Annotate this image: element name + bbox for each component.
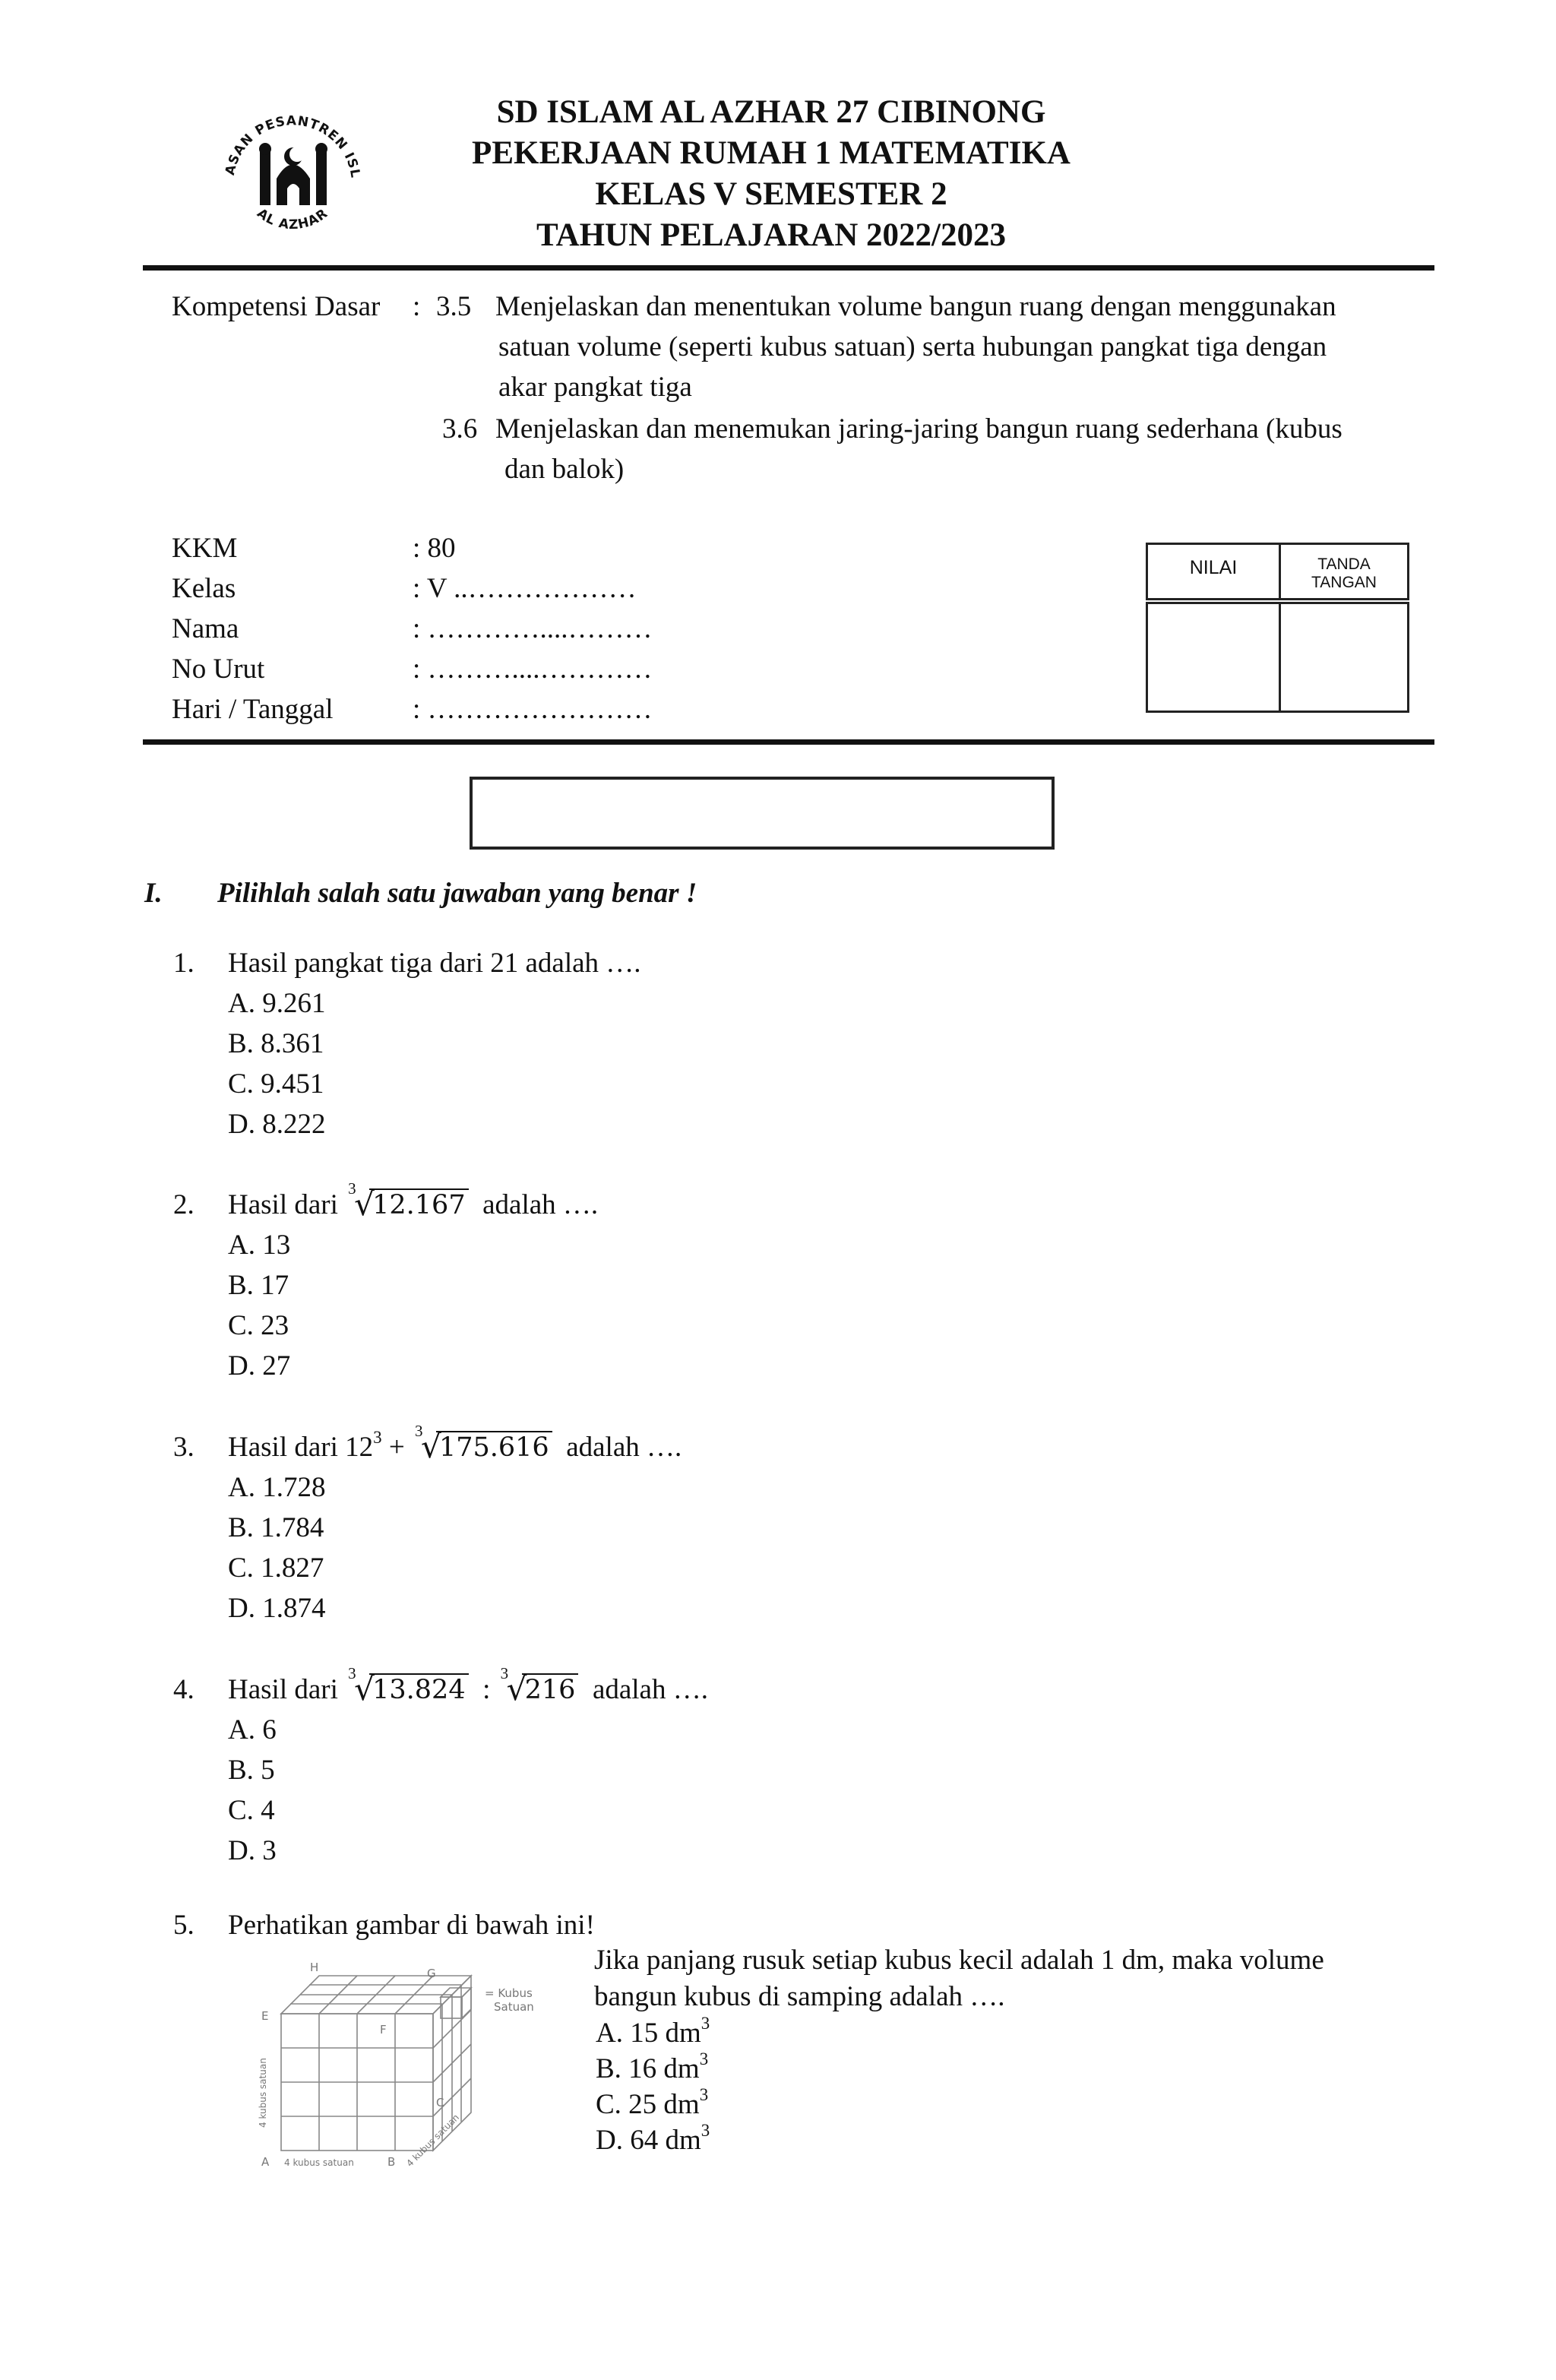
option-exponent: 3: [699, 2085, 709, 2105]
option-a[interactable]: A. 1.728: [228, 1472, 326, 1503]
option-d[interactable]: D. 1.874: [228, 1593, 326, 1624]
root-index: 3: [500, 1664, 509, 1682]
question-description-line1: Jika panjang rusuk setiap kubus kecil adalah 1 dm, maka volume: [594, 1945, 1324, 1976]
right-side-label: 4 kubus satuan: [404, 2112, 462, 2170]
info-divider: [143, 739, 1434, 745]
question-number: 5.: [173, 1910, 194, 1941]
kd1-number: 3.5: [436, 291, 472, 322]
question-number: 3.: [173, 1432, 194, 1463]
legend-line2: Satuan: [494, 2000, 534, 2014]
section-instruction: Pilihlah salah satu jawaban yang benar !: [217, 878, 697, 909]
hari-tanggal-field[interactable]: : ……………………: [413, 694, 653, 725]
option-c[interactable]: C. 23: [228, 1310, 289, 1341]
section-roman: I.: [144, 878, 163, 909]
option-c[interactable]: [596, 2085, 709, 2122]
option-exponent: 3: [699, 2049, 709, 2069]
option-a[interactable]: A. 13: [228, 1230, 291, 1261]
option-d[interactable]: D. 8.222: [228, 1109, 326, 1140]
option-c[interactable]: C. 4: [228, 1795, 275, 1826]
no-urut-label: No Urut: [172, 654, 265, 685]
option-d[interactable]: [596, 2121, 710, 2157]
kd1-text-line1: Menjelaskan dan menentukan volume bangun ruang dengan menggunakan: [495, 291, 1336, 322]
option-label: B. 16 dm: [596, 2053, 700, 2084]
option-d[interactable]: D. 27: [228, 1350, 291, 1381]
option-b[interactable]: B. 1.784: [228, 1512, 324, 1543]
cube-root: [348, 1179, 468, 1223]
option-exponent: 3: [701, 2014, 710, 2033]
tanda-label: TANDA: [1317, 555, 1371, 573]
radicand: 216: [522, 1673, 579, 1705]
school-name: SD ISLAM AL AZHAR 27 CIBINONG: [496, 94, 1046, 130]
option-label: C. 25 dm: [596, 2089, 700, 2120]
radicand: 13.824: [369, 1673, 468, 1705]
option-b[interactable]: [596, 2049, 709, 2086]
question-number: 1.: [173, 948, 194, 979]
option-a[interactable]: A. 6: [228, 1714, 277, 1745]
radical-sign-icon: √: [354, 1670, 375, 1707]
vertex-label-f: F: [380, 2023, 387, 2037]
question-text: Perhatikan gambar di bawah ini!: [228, 1910, 595, 1941]
nama-label: Nama: [172, 613, 239, 644]
nilai-input-box[interactable]: [1146, 602, 1281, 713]
legend-line1: = Kubus: [485, 1986, 533, 2000]
unit-cube-diagram: [251, 1953, 555, 2173]
plus-sign: +: [388, 1432, 405, 1463]
tanda-tangan-header: [1279, 543, 1409, 600]
tangan-label: TANGAN: [1311, 574, 1377, 591]
option-c[interactable]: C. 9.451: [228, 1068, 324, 1100]
signature-box[interactable]: [1279, 602, 1409, 713]
left-side-label: 4 kubus satuan: [258, 2058, 268, 2128]
radicand: 175.616: [436, 1431, 552, 1463]
nilai-label: NILAI: [1189, 557, 1238, 578]
exponent: 3: [373, 1428, 382, 1448]
radical-sign-icon: √: [420, 1428, 441, 1465]
option-c[interactable]: C. 1.827: [228, 1552, 324, 1584]
kd1-text-line2: satuan volume (seperti kubus satuan) serta hubungan pangkat tiga dengan: [498, 331, 1327, 362]
question-suffix: adalah ….: [592, 1674, 708, 1705]
nilai-header: [1146, 543, 1281, 600]
question-suffix: adalah ….: [482, 1189, 599, 1220]
option-b[interactable]: B. 17: [228, 1270, 289, 1301]
cube-root: [414, 1422, 552, 1465]
kd1-text-line3: akar pangkat tiga: [498, 372, 692, 403]
option-d[interactable]: D. 3: [228, 1835, 277, 1866]
nama-field[interactable]: : …………....………: [413, 613, 653, 644]
root-index: 3: [348, 1179, 356, 1198]
option-exponent: 3: [701, 2121, 710, 2141]
root-index: 3: [348, 1664, 356, 1682]
question-description-line2: bangun kubus di samping adalah ….: [594, 1981, 1005, 2012]
option-label: D. 64 dm: [596, 2125, 701, 2156]
kd-separator: :: [413, 291, 421, 322]
question-number: 2.: [173, 1189, 194, 1220]
svg-text:YAYASAN PESANTREN ISLAM: ASAN PESANTREN ISL: [222, 113, 363, 180]
academic-year: TAHUN PELAJARAN 2022/2023: [536, 217, 1006, 253]
blank-box: [470, 777, 1055, 850]
class-semester: KELAS V SEMESTER 2: [595, 176, 947, 212]
vertex-label-g: G: [427, 1967, 436, 1980]
option-a[interactable]: [596, 2014, 710, 2050]
option-b[interactable]: B. 5: [228, 1755, 275, 1786]
kd2-number: 3.6: [442, 413, 478, 445]
cube-figure: [251, 1953, 555, 2173]
vertex-label-b: B: [387, 2155, 396, 2169]
question-number: 4.: [173, 1674, 194, 1705]
question-text: [228, 1422, 682, 1465]
question-text: [228, 1664, 708, 1707]
question-prefix: Hasil dari 12: [228, 1432, 374, 1463]
vertex-label-h: H: [310, 1961, 319, 1974]
kd2-text-line1: Menjelaskan dan menemukan jaring-jaring bangun ruang sederhana (kubus: [495, 413, 1343, 445]
question-suffix: adalah ….: [566, 1432, 682, 1463]
root-index: 3: [414, 1422, 423, 1440]
question-prefix: Hasil dari: [228, 1189, 338, 1220]
option-label: A. 15 dm: [596, 2018, 701, 2049]
cube-root: [348, 1664, 468, 1707]
kkm-label: KKM: [172, 533, 238, 564]
option-a[interactable]: A. 9.261: [228, 988, 326, 1019]
divide-colon: :: [482, 1674, 491, 1705]
radical-sign-icon: √: [506, 1670, 527, 1707]
question-prefix: Hasil dari: [228, 1674, 338, 1705]
question-text: [228, 1179, 599, 1223]
question-text: Hasil pangkat tiga dari 21 adalah ….: [228, 948, 641, 979]
assignment-title: PEKERJAAN RUMAH 1 MATEMATIKA: [472, 135, 1071, 171]
bottom-side-label: 4 kubus satuan: [284, 2157, 354, 2168]
kd2-text-line2: dan balok): [504, 454, 625, 485]
kelas-label: Kelas: [172, 573, 236, 604]
cube-root-2: [500, 1664, 579, 1707]
vertex-label-e: E: [261, 2009, 269, 2023]
vertex-label-a: A: [261, 2155, 270, 2169]
svg-text:AL AZHAR: AL AZHAR: [254, 205, 331, 233]
vertex-label-c: C: [436, 2096, 444, 2109]
radicand: 12.167: [369, 1188, 468, 1220]
hari-tanggal-label: Hari / Tanggal: [172, 694, 334, 725]
kelas-field[interactable]: : V ..………………: [413, 573, 637, 604]
header-divider: [143, 265, 1434, 271]
radical-sign-icon: √: [354, 1185, 375, 1223]
kkm-value: : 80: [413, 533, 456, 564]
option-b[interactable]: B. 8.361: [228, 1028, 324, 1059]
no-urut-field[interactable]: : ………....…………: [413, 654, 653, 685]
kd-label: Kompetensi Dasar: [172, 291, 381, 322]
